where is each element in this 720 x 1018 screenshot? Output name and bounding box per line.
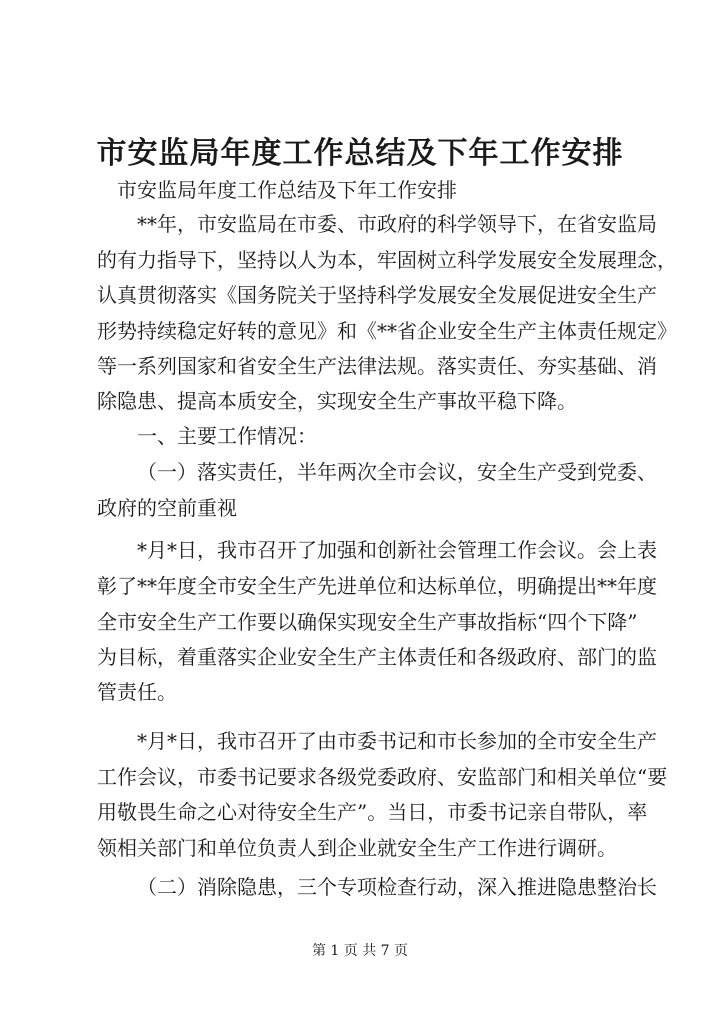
text-line: 管责任。	[97, 680, 177, 704]
text-line: 全市安全生产工作要以确保实现安全生产事故指标“四个下降”	[97, 610, 638, 634]
text-line: 认真贯彻落实《国务院关于坚持科学发展安全发展促进安全生产	[97, 283, 657, 307]
text-line: 工作会议，市委书记要求各级党委政府、安监部门和相关单位“要	[97, 765, 668, 789]
text-line: 为目标，着重落实企业安全生产主体责任和各级政府、部门的监	[97, 645, 657, 669]
page-footer: 第 1 页 共 7 页	[311, 943, 409, 959]
text-line: （一）落实责任，半年两次全市会议，安全生产受到党委、	[137, 460, 657, 484]
text-line: 等一系列国家和省安全生产法律法规。落实责任、夯实基础、消	[97, 354, 657, 378]
text-line: 除隐患、提高本质安全，实现安全生产事故平稳下降。	[97, 389, 577, 413]
text-line: *月*日，我市召开了加强和创新社会管理工作会议。会上表	[137, 538, 657, 562]
text-line: 用敬畏生命之心对待安全生产”。当日，市委书记亲自带队，率	[97, 800, 648, 824]
text-line: 市安监局年度工作总结及下年工作安排	[117, 178, 457, 202]
text-line: 政府的空前重视	[97, 496, 237, 520]
text-line: 一、主要工作情况：	[137, 424, 317, 448]
text-line: **年，市安监局在市委、市政府的科学领导下，在省安监局	[137, 212, 657, 236]
text-line: 形势持续稳定好转的意见》和《**省企业安全生产主体责任规定》	[97, 319, 677, 343]
text-line: 的有力指导下，坚持以人为本，牢固树立科学发展安全发展理念，	[97, 248, 677, 272]
document-title: 市安监局年度工作总结及下年工作安排	[96, 136, 624, 171]
text-line: 彰了**年度全市安全生产先进单位和达标单位，明确提出**年度	[97, 574, 657, 598]
text-line: 领相关部门和单位负责人到企业就安全生产工作进行调研。	[97, 836, 617, 860]
text-line: （二）消除隐患，三个专项检查行动，深入推进隐患整治长	[137, 875, 657, 899]
text-line: *月*日，我市召开了由市委书记和市长参加的全市安全生产	[137, 729, 657, 753]
